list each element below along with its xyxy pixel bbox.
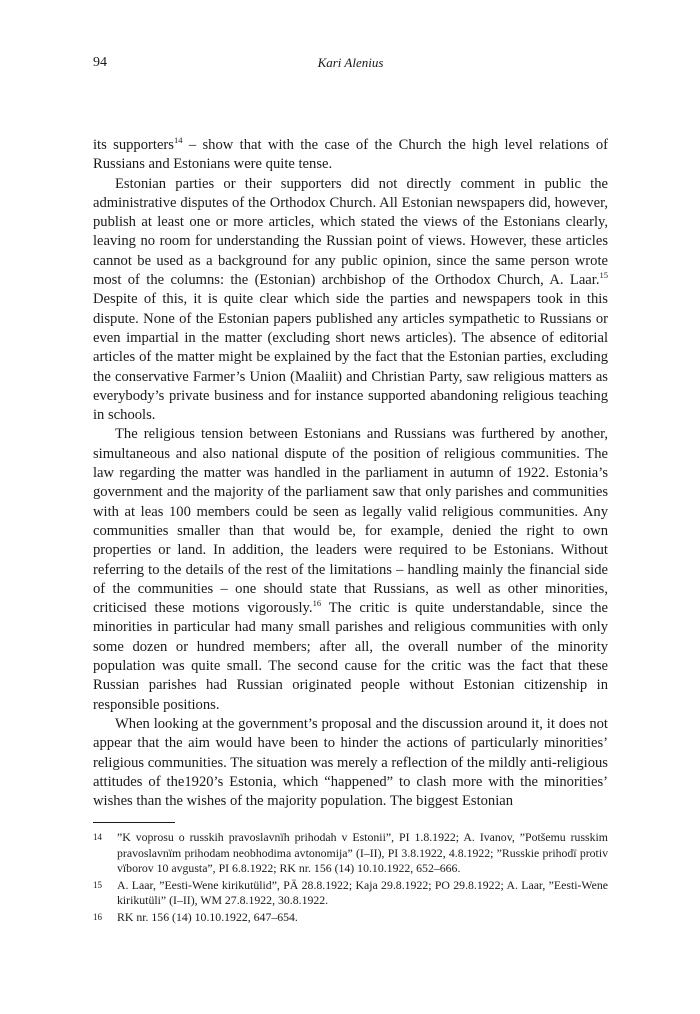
footnote [93,830,608,877]
footnotes [93,830,608,927]
body-text [93,136,608,811]
running-head-author: Kari Alenius [317,55,384,70]
footnote [93,878,608,909]
paragraph-text: – show that with the case of the Church the high level relations of Russians and Estonians were quite tense. [93,137,608,173]
paragraph-text: Estonian parties or their supporters did not directly comment in public the administrative disputes of the Orthodox Church. All Estonian newspapers did, however, publish at least one or more articles, which stated the views of the Estonians clearly, leaving no room for understanding the Russian point of views. However, these articles cannot be used as a background for any public opinion, since the same person wrote most of the columns: the (Estonian) archbishop of the Orthodox Church, A. Laar. [93,175,608,289]
page-header [93,55,608,75]
paragraph [93,425,608,714]
paragraph-text: its supporters [93,137,174,153]
footnote-number: 15 [93,879,102,890]
paragraph-text: When looking at the government’s proposal and the discussion around it, it does not appear that the aim would have been to hinder the actions of particularly minorities’ religious communities. The situation was merely a reflection of the mildly anti-religious attitudes of the1920’s Estonia, which “happened” to clash more with the minorities’ wishes than the wishes of the majority population. The biggest Estonian [93,715,608,810]
footnote-reference[interactable]: 14 [173,135,183,146]
paragraph-text: Despite of this, it is quite clear which side the parties and newspapers took in this dispute. None of the Estonian papers published any articles sympathetic to Russians or even impartial in the matter (excluding short news articles). The absence of editorial articles of the matter might be explained by the fact that the Estonian parties, excluding the conservative Farmer’s Union (Maaliit) and Christian Party, saw religious matters as everybody’s private business and for instance supported abandoning religious teaching in schools. [93,291,608,424]
footnote-number: 16 [93,911,102,922]
footnote-reference[interactable]: 15 [599,270,608,281]
paragraph [93,175,608,426]
footnote-text: A. Laar, ”Eesti-Wene kirikutülid”, PÄ 28.8.1922; Kaja 29.8.1922; PO 29.8.1922; A. Laar, ”Eesti-Wene kirikutüli” (I–II), WM 27.8.1922, 30.8.1922. [117,877,608,908]
paragraph-text: The critic is quite understandable, since the minorities in particular had many small parishes and religious communities with only some dozen or hundred members; after all, the overall number of the minority population was quite small. The second cause for the critic was the fact that these Russian parishes had Russian originated people without Estonian citizenship in responsible positions. [93,600,608,713]
footnote-separator [93,822,175,823]
paragraph [93,136,608,175]
page-number: 94 [93,55,107,70]
footnote-number: 14 [93,832,102,842]
footnote [93,910,608,926]
footnote-reference[interactable]: 16 [312,598,322,609]
footnote-text: ”K voprosu o russkih pravoslavnïh prihodah v Estonii”, PI 1.8.1922; A. Ivanov, ”Potšemu russkim pravoslavnïm prihodam neobhodima avtonomija” (I–II), PI 3.8.1922, 4.8.1922; ”Russkie prihodï protiv vïborov 10 avgusta”, PI 6.8.1922; RK nr. 156 (14) 10.10.1922, 652–666. [117,830,608,876]
footnote-text: RK nr. 156 (14) 10.10.1922, 647–654. [117,909,298,924]
paragraph [93,715,608,811]
paragraph-text: The religious tension between Estonians and Russians was furthered by another, simultaneous and also national dispute of the position of religious communities. The law regarding the matter was handled in the parliament in autumn of 1922. Estonia’s government and the majority of the parliament saw that only parishes and communities with at leas 100 members could be seen as legally valid religious communities. Any communities smaller than that would be, for example, denied the right to own properties or land. In addition, the leaders were required to be Estonians. Without referring to the details of the rest of the limitations – handling mainly the financial side of the communities – one should state that Russians, as well as other minorities, criticised these motions vigorously. [93,426,608,617]
